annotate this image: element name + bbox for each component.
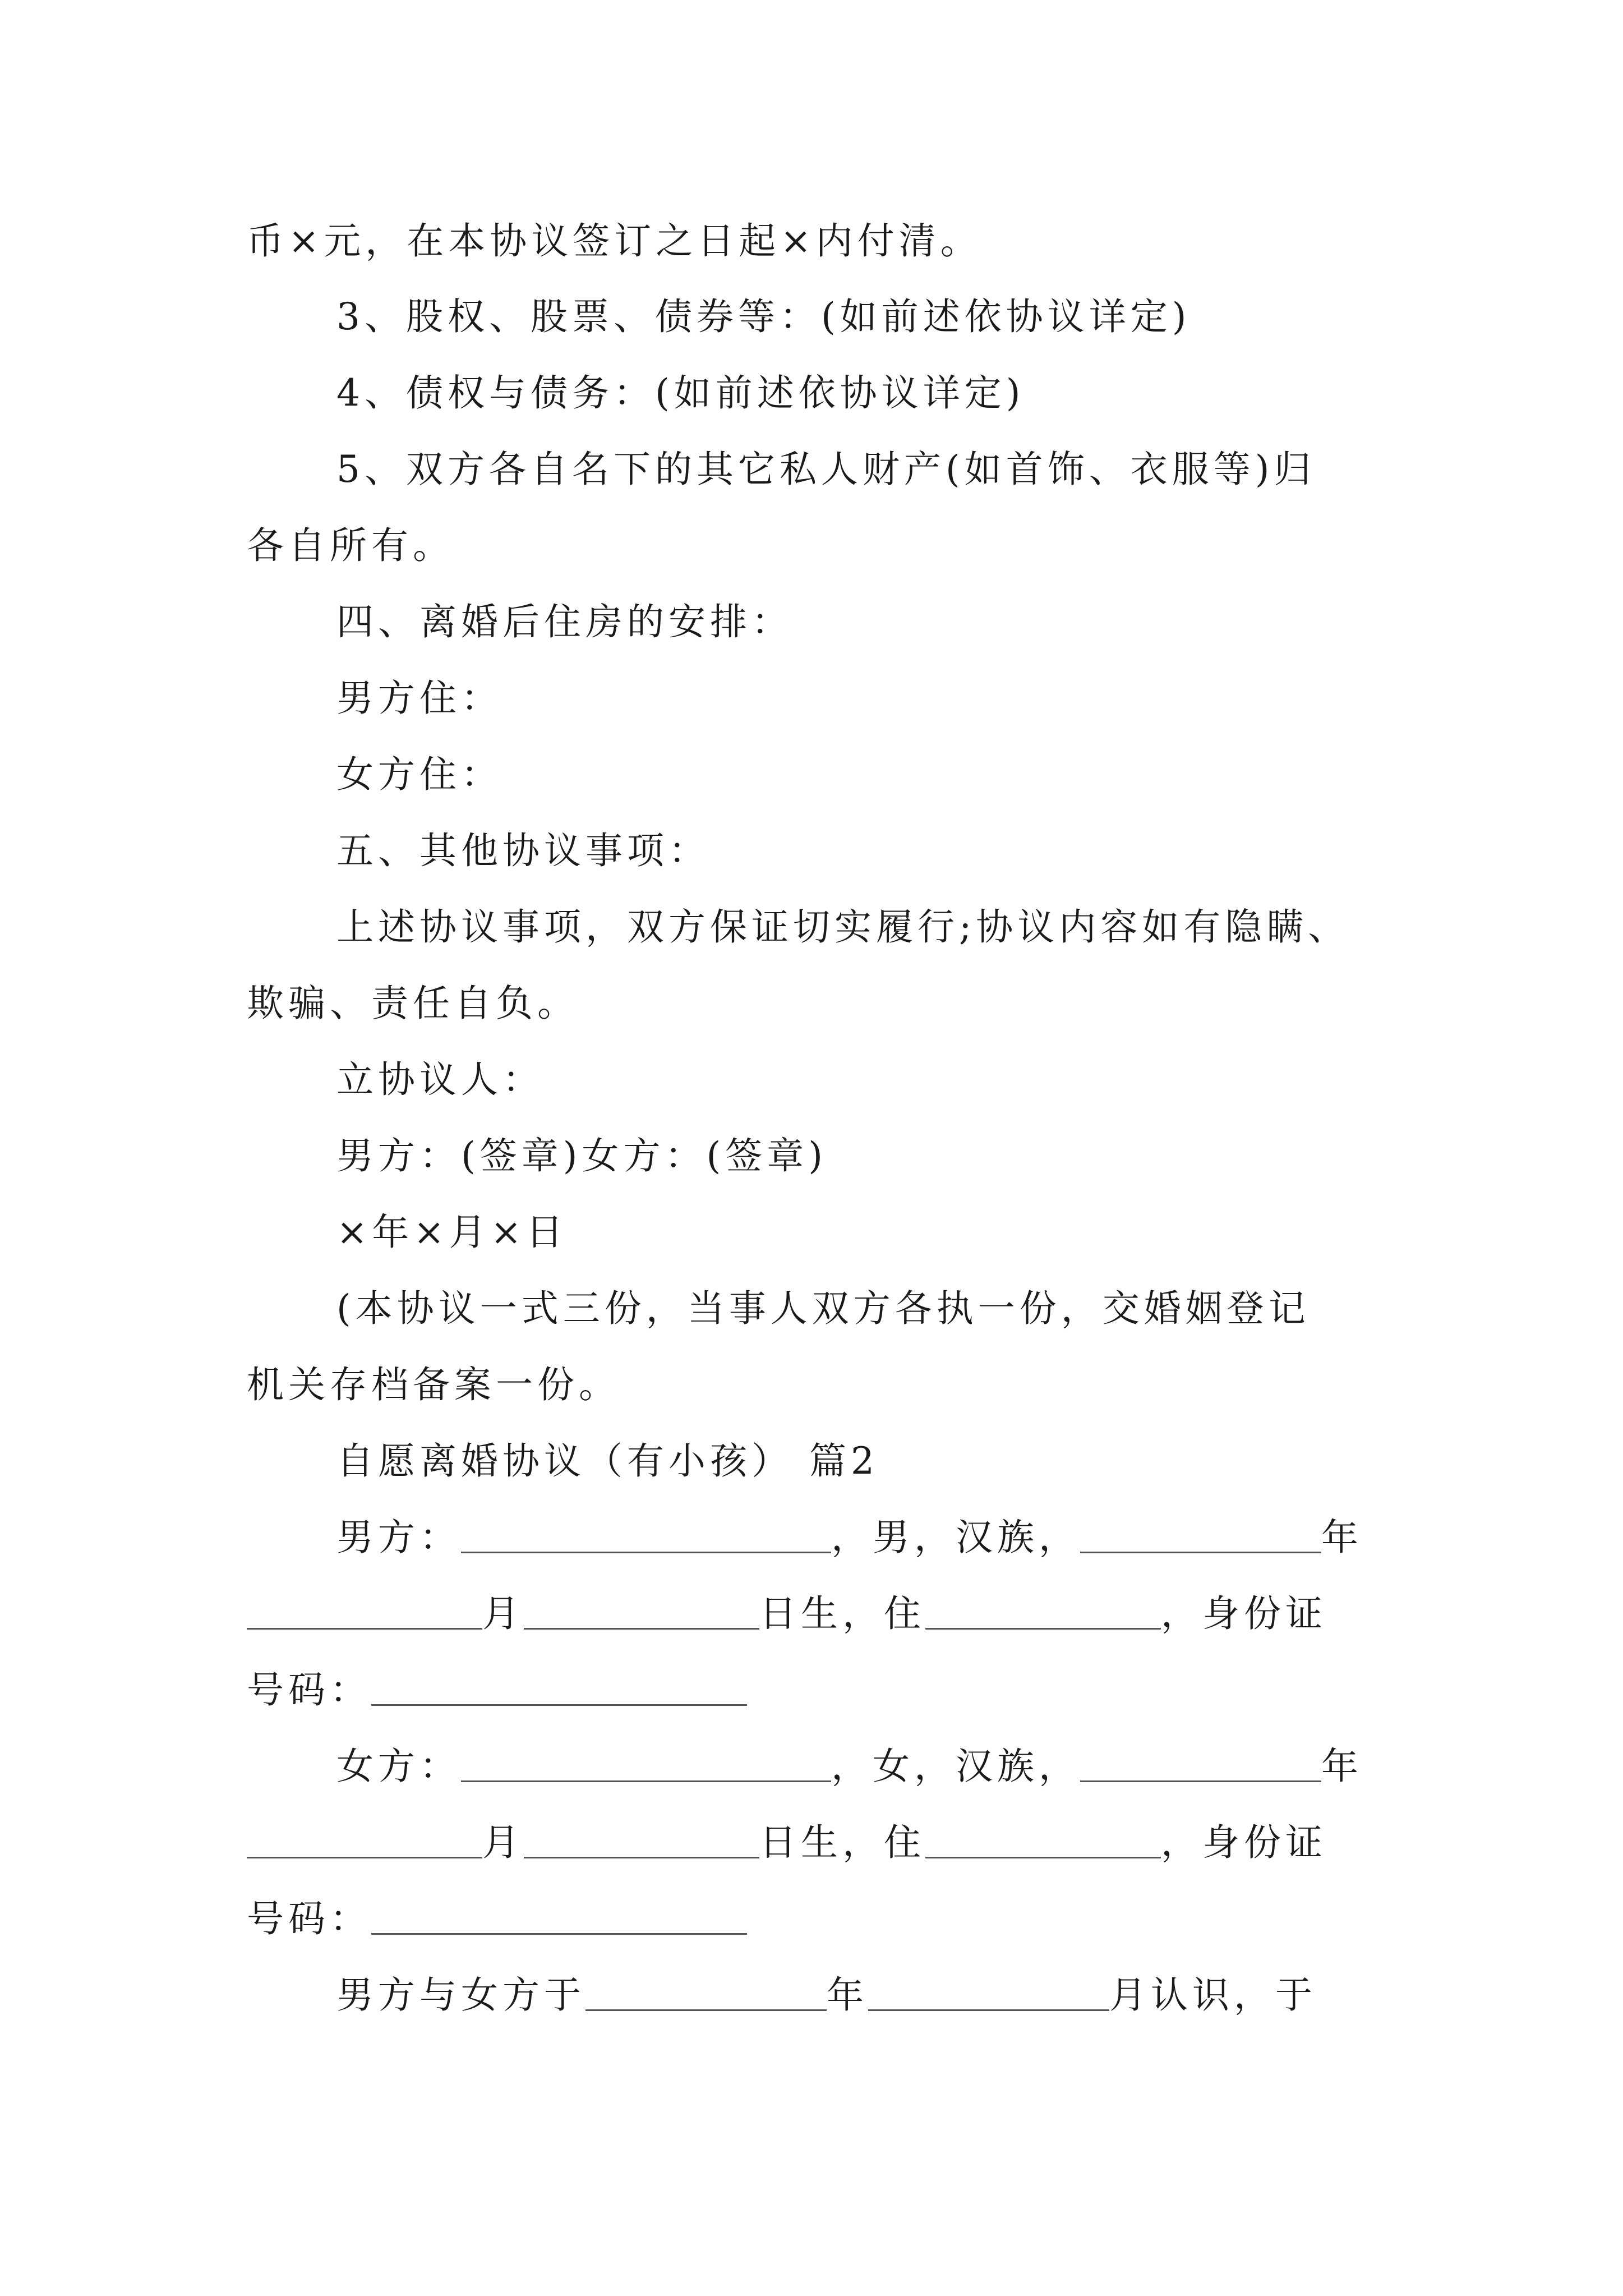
birth-month-blank [247,1824,482,1858]
id-number-blank [371,1672,747,1706]
text-line: 机关存档备案一份。 [247,1363,620,1406]
birth-year-blank [1080,1519,1321,1553]
male-gender: ，男，汉族， [831,1516,1080,1559]
text-line: 4、债权与债务：(如前述依协议详定) [336,371,1025,415]
female-info-line-2 [247,1818,1385,1868]
male-label: 男方： [336,1516,461,1559]
id-label: ，身份证 [1161,1821,1327,1864]
id-label: ，身份证 [1161,1592,1327,1635]
meet-year-blank [585,1977,827,2011]
birth-day-blank [524,1824,759,1858]
address-blank [925,1595,1161,1630]
year-label: 年 [1321,1745,1363,1788]
text-line: 女方住： [336,753,502,796]
female-label: 女方： [336,1745,461,1788]
meet-prefix: 男方与女方于 [336,1973,585,2017]
date-line: ×年×月×日 [336,1211,568,1254]
meet-month-blank [868,1977,1109,2011]
month-label: 月 [482,1592,524,1635]
section-heading: 四、离婚后住房的安排： [336,600,793,643]
male-info-line-1 [336,1512,1475,1563]
year-label: 年 [827,1973,868,2017]
section-title: 自愿离婚协议（有小孩） 篇2 [336,1439,879,1483]
text-line: 欺骗、责任自负。 [247,982,579,1025]
text-line: 币×元，在本协议签订之日起×内付清。 [247,219,982,263]
id-number-label: 号码： [247,1897,371,1940]
day-live-label: 日生，住 [759,1821,925,1864]
text-line: 上述协议事项，双方保证切实履行;协议内容如有隐瞒、 [336,905,1350,949]
female-gender: ，女，汉族， [831,1745,1080,1788]
signature-line: 男方：(签章)女方：(签章) [336,1134,827,1177]
text-line: 5、双方各自名下的其它私人财产(如首饰、衣服等)归 [336,448,1316,491]
section-heading: 五、其他协议事项： [336,829,710,872]
text-line: 男方住： [336,677,502,720]
id-number-label: 号码： [247,1668,371,1711]
meet-line [336,1970,1475,2021]
text-line: 各自所有。 [247,524,454,567]
male-info-line-2 [247,1589,1385,1639]
female-info-line-3 [247,1894,1385,1944]
year-label: 年 [1321,1516,1363,1559]
meet-suffix: 月认识，于 [1109,1973,1317,2017]
text-line: 3、股权、股票、债券等：(如前述依协议详定) [336,295,1191,338]
female-info-line-1 [336,1741,1475,1792]
birth-year-blank [1080,1748,1321,1782]
name-blank [461,1748,831,1782]
birth-day-blank [524,1595,759,1630]
month-label: 月 [482,1821,524,1864]
text-line: (本协议一式三份，当事人双方各执一份，交婚姻登记 [336,1287,1310,1330]
address-blank [925,1824,1161,1858]
day-live-label: 日生，住 [759,1592,925,1635]
name-blank [461,1519,831,1553]
birth-month-blank [247,1595,482,1630]
male-info-line-3 [247,1665,1385,1715]
id-number-blank [371,1901,747,1935]
text-line: 立协议人： [336,1058,544,1101]
